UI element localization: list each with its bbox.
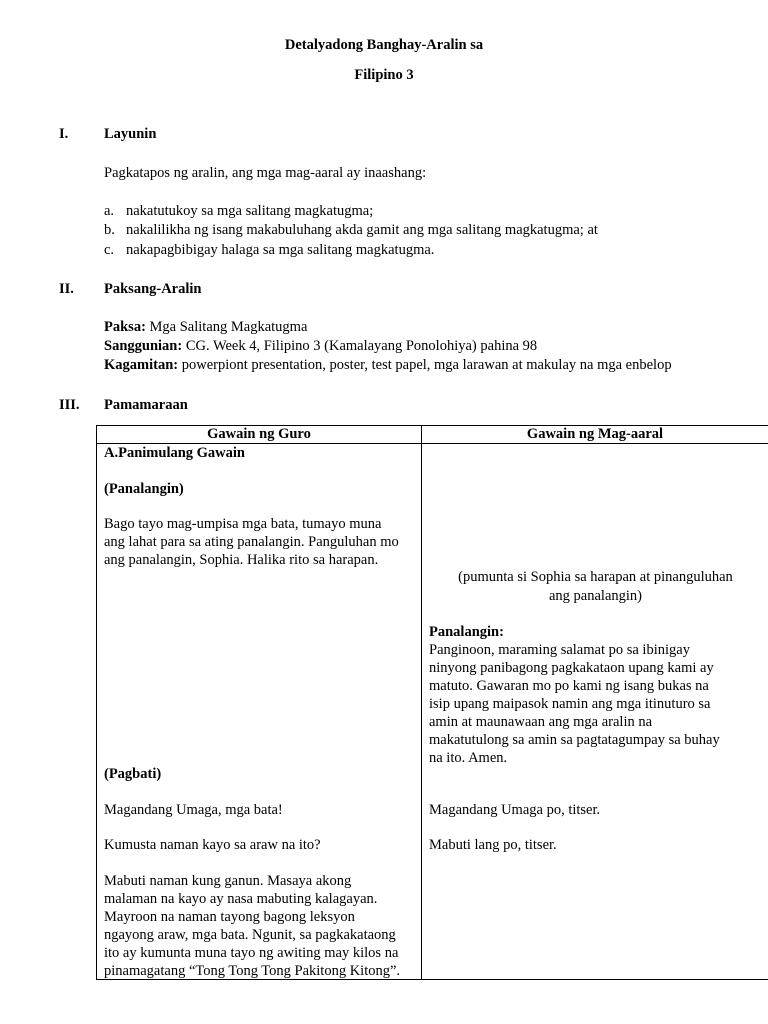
pagbati-label: (Pagbati) — [104, 766, 162, 782]
sophia-action-line: ang panalangin) — [548, 588, 642, 604]
objective-text: nakatutukoy sa mga salitang magkatugma; — [126, 203, 374, 219]
paksa-line — [104, 319, 307, 336]
greeting-reply: Magandang Umaga po, titser. — [429, 802, 601, 818]
objective-letter: b. — [104, 222, 115, 238]
section2-numeral: II. — [59, 281, 74, 297]
objective-letter: a. — [104, 203, 115, 219]
objective-text: nakapagbibigay halaga sa mga salitang magkatugma. — [126, 242, 435, 258]
mabuti-line: ito ay kumunta muna tayo ng awiting may kilos na — [104, 945, 399, 961]
pagbati-greeting: Magandang Umaga, mga bata! — [104, 802, 283, 818]
sanggunian-label: Sanggunian: — [104, 338, 183, 354]
header-gawain-guro: Gawain ng Guro — [97, 426, 422, 444]
mabuti-line: Mayroon na naman tayong bagong leksyon — [104, 909, 355, 925]
section1-heading: Layunin — [104, 126, 157, 142]
objective-item — [104, 242, 434, 259]
prayer-line: na ito. Amen. — [429, 750, 508, 766]
kagamitan-value: powerpiont presentation, poster, test papel, mga larawan at makulay na mga enbelop — [178, 357, 672, 373]
prayer-line: makatutulong sa amin sa pagtatagumpay sa buhay — [429, 732, 720, 748]
table-row — [97, 444, 768, 980]
sanggunian-value: CG. Week 4, Filipino 3 (Kamalayang Ponolohiya) pahina 98 — [182, 338, 538, 354]
mabuti-line: ngayong araw, mga bata. Ngunit, sa pagkakataong — [104, 927, 396, 943]
mabuti-line: malaman na kayo ay nasa mabuting kalagayan. — [104, 891, 378, 907]
panalangin-label: (Panalangin) — [104, 481, 184, 497]
kumusta-question: Kumusta naman kayo sa araw na ito? — [104, 837, 321, 853]
paksa-label: Paksa: — [104, 319, 146, 335]
procedure-table — [96, 425, 768, 980]
sophia-action-line: (pumunta si Sophia sa harapan at pinanguluhan — [458, 569, 733, 585]
prayer-line: matuto. Gawaran mo po kami ng isang bukas na — [429, 678, 709, 694]
panalangin-instruction-line: ang panalangin, Sophia. Halika rito sa harapan. — [104, 552, 379, 568]
section3-numeral: III. — [59, 397, 80, 413]
document-title-line2: Filipino 3 — [354, 67, 414, 83]
mabuti-line: Mabuti naman kung ganun. Masaya akong — [104, 873, 352, 889]
kagamitan-label: Kagamitan: — [104, 357, 179, 373]
panalangin-instruction-line: ang lahat para sa ating panalangin. Panguluhan mo — [104, 534, 399, 550]
objective-item — [104, 222, 598, 239]
document-title-line1: Detalyadong Banghay-Aralin sa — [284, 37, 484, 53]
section2-heading: Paksang-Aralin — [104, 281, 202, 297]
magaaral-panalangin-label: Panalangin: — [429, 624, 504, 640]
prayer-line: Panginoon, maraming salamat po sa ibinigay — [429, 642, 690, 658]
mabuti-line: pinamagatang “Tong Tong Tong Pakitong Kitong”. — [104, 963, 401, 979]
objective-item — [104, 203, 373, 220]
prayer-line: isip upang maipasok namin ang mga itinuturo sa — [429, 696, 711, 712]
section1-intro: Pagkatapos ng aralin, ang mga mag-aaral ay inaashang: — [104, 165, 427, 181]
section1-numeral: I. — [59, 126, 69, 142]
paksa-value: Mga Salitang Magkatugma — [145, 319, 308, 335]
section3-heading: Pamamaraan — [104, 397, 188, 413]
panalangin-instruction-line: Bago tayo mag-umpisa mga bata, tumayo muna — [104, 516, 382, 532]
sanggunian-line — [104, 338, 537, 355]
header-gawain-magaaral: Gawain ng Mag-aaral — [422, 426, 768, 444]
prayer-line: ninyong panibagong pagkakataon upang kami ay — [429, 660, 714, 676]
magaaral-cell — [422, 444, 768, 980]
guro-cell — [97, 444, 422, 980]
prayer-line: amin at maunawaan ang mga aralin na — [429, 714, 653, 730]
kumusta-reply: Mabuti lang po, titser. — [429, 837, 557, 853]
kagamitan-line — [104, 357, 672, 374]
panimulang-gawain-heading: A.Panimulang Gawain — [104, 445, 245, 461]
table-header-row — [97, 426, 768, 444]
objective-text: nakalilikha ng isang makabuluhang akda gamit ang mga salitang magkatugma; at — [126, 222, 598, 238]
objective-letter: c. — [104, 242, 115, 258]
